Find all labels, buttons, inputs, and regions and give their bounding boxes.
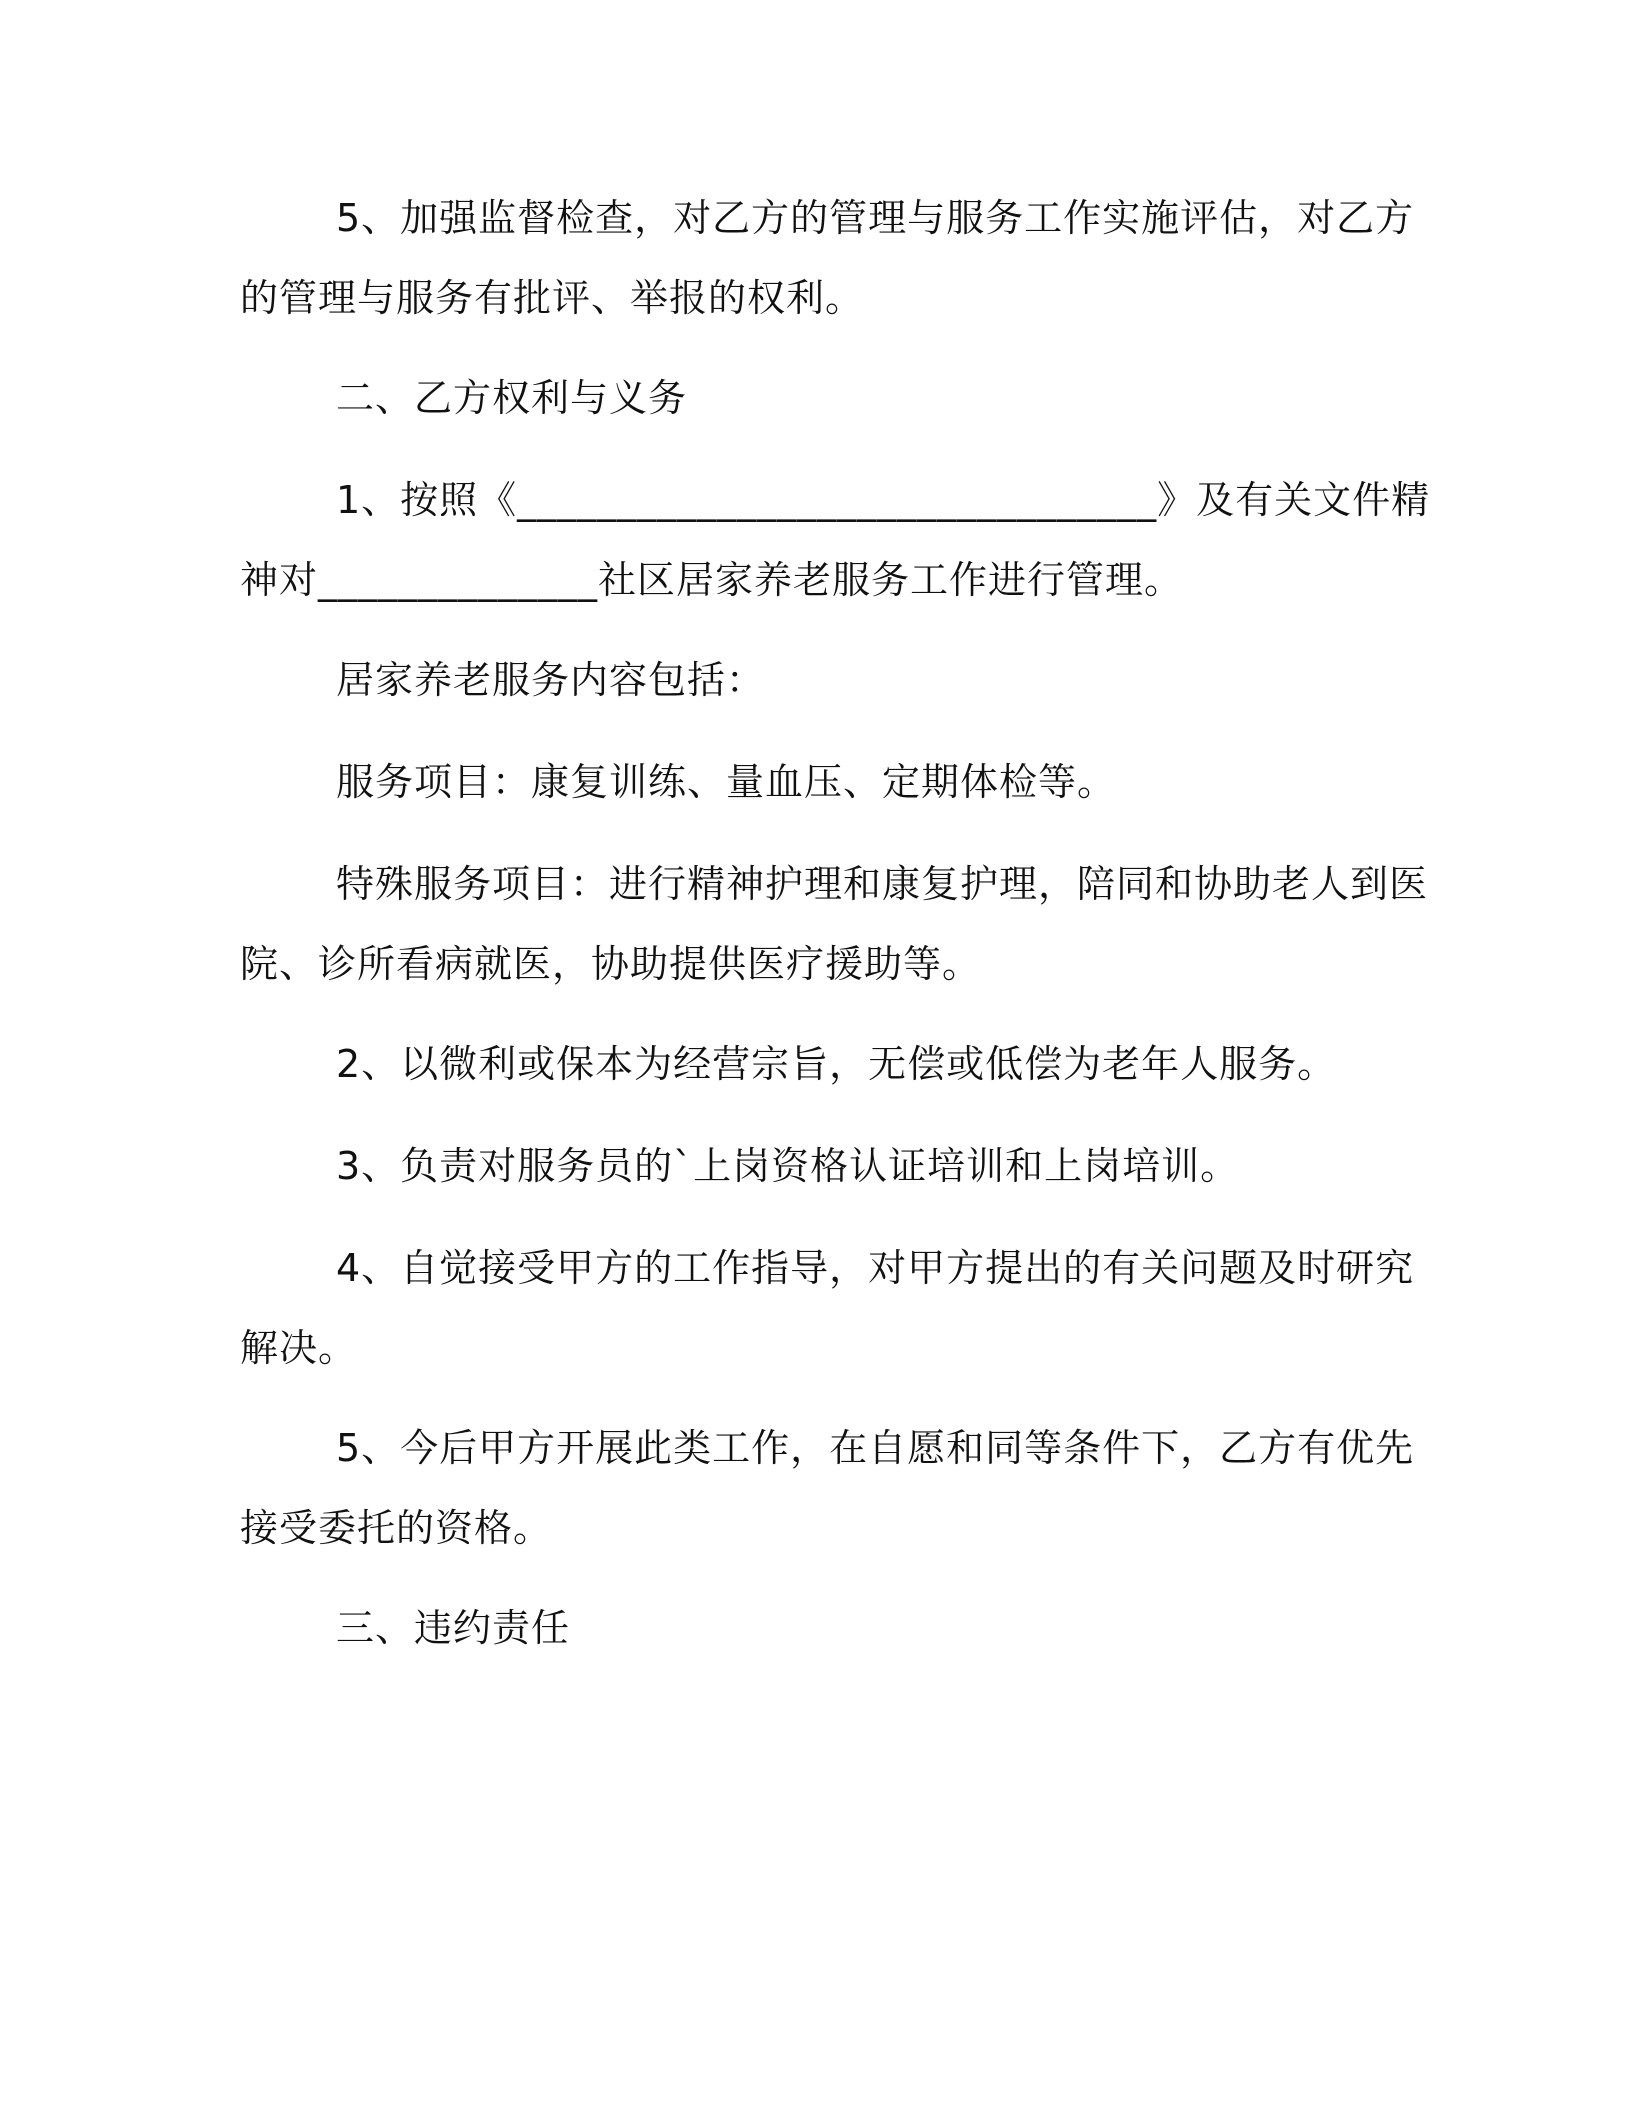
paragraph-line: 4、自觉接受甲方的工作指导，对甲方提出的有关问题及时研究: [336, 1246, 1415, 1290]
paragraph-line: 院、诊所看病就医，协助提供医疗援助等。: [240, 942, 982, 986]
heading-text: 二、乙方权利与义务: [336, 376, 688, 420]
paragraph-line: 神对______________社区居家养老服务工作进行管理。: [240, 558, 1184, 602]
section-heading-party-b: [240, 358, 1390, 438]
paragraph-line: 服务项目：康复训练、量血压、定期体检等。: [336, 760, 1117, 804]
paragraph-item-2-operation: [240, 1024, 1390, 1104]
paragraph-line: 5、今后甲方开展此类工作，在自愿和同等条件下，乙方有优先: [336, 1426, 1415, 1470]
paragraph-line: 3、负责对服务员的`上岗资格认证培训和上岗培训。: [336, 1144, 1240, 1188]
paragraph-item-5-priority: [240, 1408, 1415, 1568]
paragraph-line: 特殊服务项目：进行精神护理和康复护理，陪同和协助老人到医: [336, 862, 1429, 906]
paragraph-item-1-management: [240, 460, 1431, 620]
paragraph-line: 1、按照《________________________________》及有关文件精: [336, 478, 1431, 522]
heading-text: 三、违约责任: [336, 1606, 571, 1650]
paragraph-item-3-training: [240, 1126, 1390, 1206]
paragraph-line: 接受委托的资格。: [240, 1506, 553, 1550]
paragraph-line: 2、以微利或保本为经营宗旨，无偿或低偿为老年人服务。: [336, 1042, 1337, 1086]
section-heading-liability: [240, 1588, 1390, 1668]
paragraph-line: 居家养老服务内容包括：: [336, 658, 766, 702]
paragraph-line: 5、加强监督检查，对乙方的管理与服务工作实施评估，对乙方: [336, 196, 1415, 240]
paragraph-special-service-items: [240, 844, 1429, 1004]
paragraph-service-items: [240, 742, 1390, 822]
paragraph-service-content-intro: [240, 640, 1390, 720]
paragraph-item-5-supervision: [240, 178, 1415, 338]
paragraph-line: 的管理与服务有批评、举报的权利。: [240, 276, 865, 320]
paragraph-item-4-guidance: [240, 1228, 1415, 1388]
paragraph-line: 解决。: [240, 1326, 358, 1370]
